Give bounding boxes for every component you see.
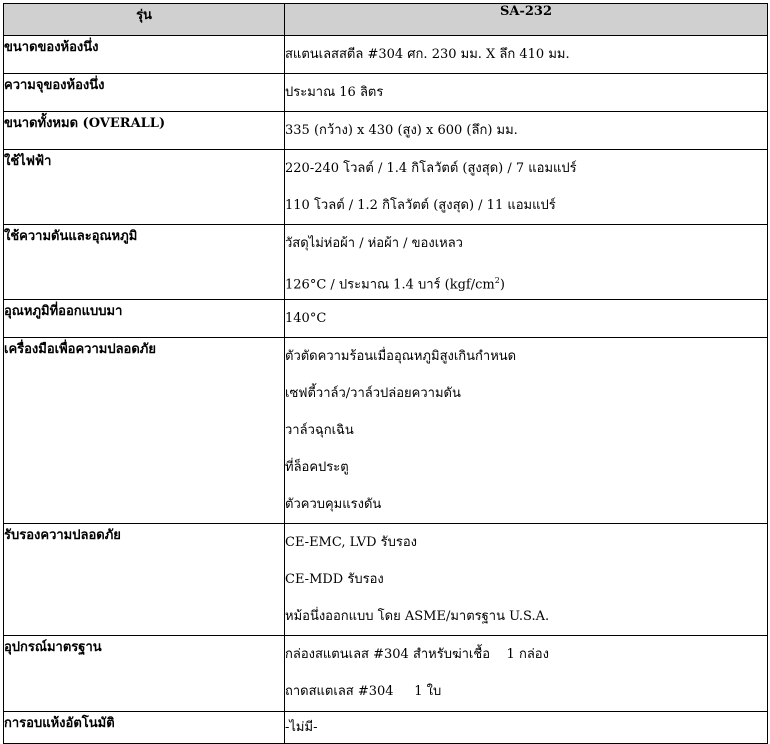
table-row	[4, 112, 768, 150]
row-value: สแตนเลสสตีล #304 ศก. 230 มม. X ลึก 410 มม.	[285, 47, 570, 62]
row-label-pressure-temperature: ใช้ความดันและอุณหภูมิ	[4, 225, 285, 300]
row-value: ประมาณ 16 ลิตร	[285, 85, 384, 100]
row-values	[285, 74, 768, 112]
spec-table	[3, 3, 768, 744]
row-value: CE-EMC, LVD รับรอง	[285, 535, 418, 550]
row-value: 110 โวลต์ / 1.2 กิโลวัตต์ (สูงสุด) / 11 แอมแปร์	[285, 198, 556, 213]
row-label-auto-drying: การอบแห้งอัตโนมัติ	[4, 712, 285, 744]
row-label-power: ใช้ไฟฟ้า	[4, 150, 285, 225]
table-row	[4, 74, 768, 112]
pressure-value	[285, 262, 767, 299]
pressure-value-close: )	[499, 277, 505, 293]
row-values	[285, 338, 768, 524]
row-value: ตัวตัดความร้อนเมื่ออุณหภูมิสูงเกินกำหนด	[285, 349, 517, 364]
table-row	[4, 36, 768, 74]
row-value: ที่ล็อคประตู	[285, 460, 349, 475]
row-value: ถาดสแตเลส #304 1 ใบ	[285, 684, 442, 699]
table-row	[4, 636, 768, 712]
row-value: CE-MDD รับรอง	[285, 572, 384, 587]
row-value: เซฟตี้วาล์ว/วาล์วปล่อยความดัน	[285, 386, 461, 401]
table-row	[4, 300, 768, 338]
row-values	[285, 636, 768, 712]
pressure-value-text: 126°C / ประมาณ 1.4 บาร์ (kgf/cm	[285, 277, 495, 293]
table-row	[4, 524, 768, 636]
table-row	[4, 338, 768, 524]
header-row	[4, 4, 768, 36]
row-value: วัสดุไม่ห่อผ้า / ห่อผ้า / ของเหลว	[285, 236, 463, 251]
row-value: หม้อนึ่งออกแบบ โดย ASME/มาตรฐาน U.S.A.	[285, 609, 550, 624]
pressure-unit-exponent: 2	[494, 276, 500, 285]
row-label-chamber-capacity: ความจุของห้องนึ่ง	[4, 74, 285, 112]
row-values	[285, 36, 768, 74]
row-label-design-temperature: อุณหภูมิที่ออกแบบมา	[4, 300, 285, 338]
header-model-value: SA-232	[285, 4, 768, 36]
row-values	[285, 225, 768, 300]
row-values	[285, 112, 768, 150]
table-row	[4, 150, 768, 225]
row-values	[285, 524, 768, 636]
row-label-safety-certification: รับรองความปลอดภัย	[4, 524, 285, 636]
row-values	[285, 150, 768, 225]
row-value: 140°C	[285, 311, 327, 326]
row-label-standard-accessories: อุปกรณ์มาตรฐาน	[4, 636, 285, 712]
row-values	[285, 300, 768, 338]
row-label-chamber-size: ขนาดของห้องนึ่ง	[4, 36, 285, 74]
row-value: 220-240 โวลต์ / 1.4 กิโลวัตต์ (สูงสุด) / 7 แอมแปร์	[285, 161, 577, 176]
header-model-label: รุ่น	[4, 4, 285, 36]
row-value: ตัวควบคุมแรงดัน	[285, 497, 382, 512]
row-value: 335 (กว้าง) x 430 (สูง) x 600 (ลึก) มม.	[285, 123, 518, 138]
row-value: -ไม่มี-	[285, 720, 318, 735]
row-label-overall-size: ขนาดทั้งหมด (OVERALL)	[4, 112, 285, 150]
row-value: วาล์วฉุกเฉิน	[285, 423, 354, 438]
row-label-safety-devices: เครื่องมือเพื่อความปลอดภัย	[4, 338, 285, 524]
row-value: กล่องสแตนเลส #304 สำหรับฆ่าเชื้อ 1 กล่อง	[285, 647, 549, 662]
table-row	[4, 225, 768, 300]
